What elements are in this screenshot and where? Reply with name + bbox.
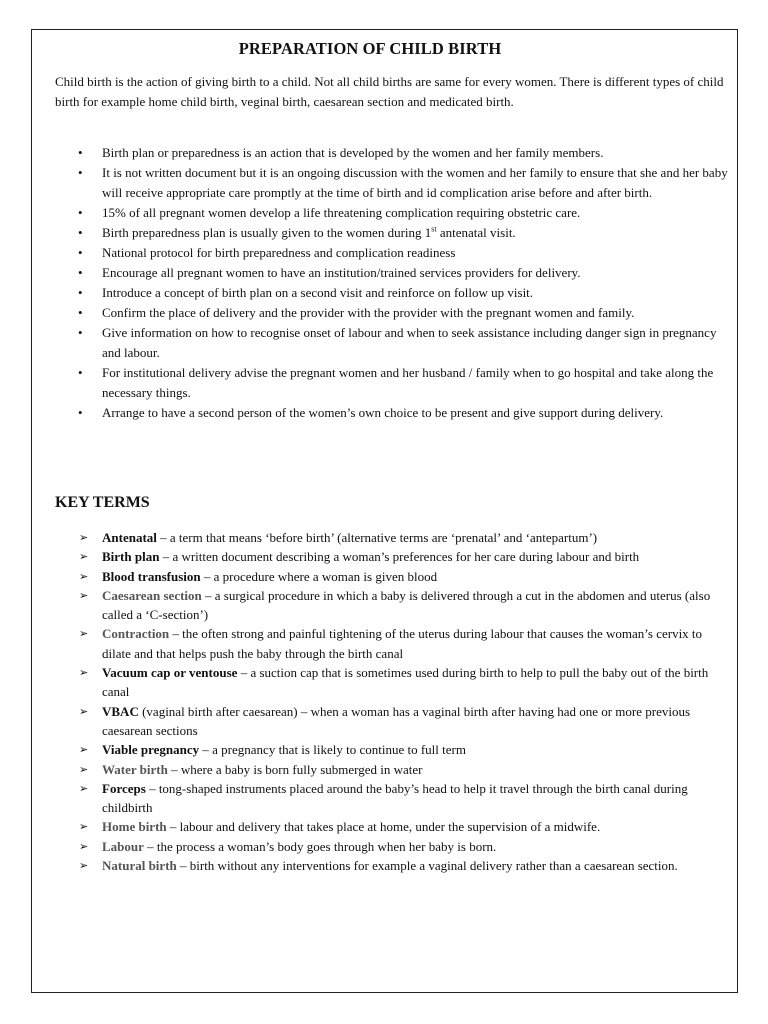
term-definition: – the often strong and painful tightening of the uterus during labour that causes the woman’s cervix to dilate and that helps push the baby through the birth canal bbox=[102, 626, 703, 661]
term-name: Natural birth bbox=[102, 858, 177, 874]
page-frame bbox=[31, 29, 738, 993]
key-term-item bbox=[55, 817, 730, 836]
page-title: PREPARATION OF CHILD BIRTH bbox=[238, 39, 502, 58]
key-term-item bbox=[55, 567, 730, 586]
term-name: Contraction bbox=[102, 626, 170, 642]
bullet-item: • Introduce a concept of birth plan on a second visit and reinforce on follow up visit. bbox=[55, 283, 730, 303]
bullet-item: • Encourage all pregnant women to have an institution/trained services providers for delivery. bbox=[55, 263, 730, 283]
term-definition: – a term that means ‘before birth’ (alternative terms are ‘prenatal’ and ‘antepartum’) bbox=[156, 530, 598, 545]
term-definition: – the process a woman’s body goes through when her baby is born. bbox=[143, 838, 497, 854]
arrow-bullet-icon: ➢ bbox=[79, 762, 89, 776]
bullet-item: • 15% of all pregnant women develop a life threatening complication requiring obstetric care. bbox=[55, 203, 730, 223]
term-name: Water birth bbox=[102, 761, 168, 777]
key-term-item bbox=[55, 547, 730, 566]
key-term-item bbox=[55, 663, 730, 702]
bullet-item: • For institutional delivery advise the pregnant women and her husband / family when to go hospital and take along the necessary things. bbox=[55, 363, 730, 403]
arrow-bullet-icon: ➢ bbox=[79, 704, 89, 718]
key-term-item bbox=[55, 856, 730, 875]
bullet-text: antenatal visit. bbox=[436, 225, 516, 240]
arrow-bullet-icon: ➢ bbox=[79, 781, 89, 795]
bullet-item: • Confirm the place of delivery and the provider with the provider with the pregnant women and family. bbox=[55, 303, 730, 323]
arrow-bullet-icon: ➢ bbox=[79, 588, 89, 602]
bullet-item: • National protocol for birth preparedness and complication readiness bbox=[55, 243, 730, 263]
key-term-item bbox=[55, 586, 730, 625]
term-name: Caesarean section bbox=[102, 587, 202, 603]
term-definition: – where a baby is born fully submerged in water bbox=[167, 761, 423, 777]
key-terms-list bbox=[55, 528, 730, 875]
key-term-item bbox=[55, 740, 730, 759]
key-term-item bbox=[55, 702, 730, 741]
arrow-bullet-icon: ➢ bbox=[79, 531, 89, 544]
term-name: Viable pregnancy bbox=[102, 742, 200, 758]
bullet-item: • Birth plan or preparedness is an action that is developed by the women and her family members. bbox=[55, 143, 730, 163]
arrow-bullet-icon: ➢ bbox=[79, 743, 89, 757]
key-term-item bbox=[55, 624, 730, 663]
key-term-item bbox=[55, 837, 730, 856]
key-term-item bbox=[55, 779, 730, 818]
term-definition: – a suction cap that is sometimes used during birth to help to pull the baby out of the birth canal bbox=[102, 665, 709, 700]
bullet-item: • It is not written document but it is an ongoing discussion with the women and her family to ensure that she and her baby will receive appropriate care promptly at the time of birth and id complication arise before and after birth. bbox=[55, 163, 730, 203]
term-name: Birth plan bbox=[102, 549, 160, 565]
key-terms-heading: KEY TERMS bbox=[55, 494, 150, 511]
term-name: Blood transfusion bbox=[102, 568, 201, 584]
ordinal-superscript: st bbox=[431, 224, 437, 234]
term-definition: – a surgical procedure in which a baby is delivered through a cut in the abdomen and uterus (also called a ‘C-section’) bbox=[102, 587, 711, 623]
intro-paragraph: Child birth is the action of giving birth to a child. Not all child births are same for every women. There is different types of child birth for example home child birth, veginal birth, caesarean section and medicated birth. bbox=[55, 74, 724, 109]
bullet-item bbox=[55, 223, 730, 243]
arrow-bullet-icon: ➢ bbox=[79, 839, 89, 853]
arrow-bullet-icon: ➢ bbox=[79, 820, 89, 834]
bullet-item: • Give information on how to recognise onset of labour and when to seek assistance including danger sign in pregnancy and labour. bbox=[55, 323, 730, 363]
bullet-item: • Arrange to have a second person of the women’s own choice to be present and give support during delivery. bbox=[55, 403, 730, 423]
bullet-text: Birth preparedness plan is usually given to the women during 1 bbox=[102, 225, 432, 240]
term-definition: – birth without any interventions for example a vaginal delivery rather than a caesarean section. bbox=[176, 858, 678, 874]
term-name: Labour bbox=[102, 838, 144, 854]
term-definition: (vaginal birth after caesarean) – when a woman has a vaginal birth after having had one or more previous caesarean sections bbox=[102, 703, 691, 738]
term-definition: – tong-shaped instruments placed around the baby’s head to help it travel through the birth canal during childbirth bbox=[102, 780, 688, 816]
arrow-bullet-icon: ➢ bbox=[79, 569, 89, 583]
term-name: Forceps bbox=[102, 780, 146, 796]
term-name: Antenatal bbox=[102, 530, 157, 545]
term-definition: – a written document describing a woman’s preferences for her care during labour and birth bbox=[159, 549, 640, 565]
term-name: VBAC bbox=[102, 703, 139, 719]
arrow-bullet-icon: ➢ bbox=[79, 550, 89, 564]
term-name: Vacuum cap or ventouse bbox=[102, 665, 238, 681]
term-definition: – labour and delivery that takes place at home, under the supervision of a midwife. bbox=[166, 819, 601, 835]
preparation-bullet-list bbox=[55, 143, 730, 423]
term-definition: – a procedure where a woman is given blood bbox=[200, 568, 438, 584]
term-name: Home birth bbox=[102, 819, 167, 835]
key-term-item bbox=[55, 528, 730, 547]
term-definition: – a pregnancy that is likely to continue to full term bbox=[199, 742, 466, 758]
arrow-bullet-icon: ➢ bbox=[79, 627, 89, 641]
key-term-item bbox=[55, 760, 730, 779]
arrow-bullet-icon: ➢ bbox=[79, 859, 89, 873]
arrow-bullet-icon: ➢ bbox=[79, 666, 89, 680]
